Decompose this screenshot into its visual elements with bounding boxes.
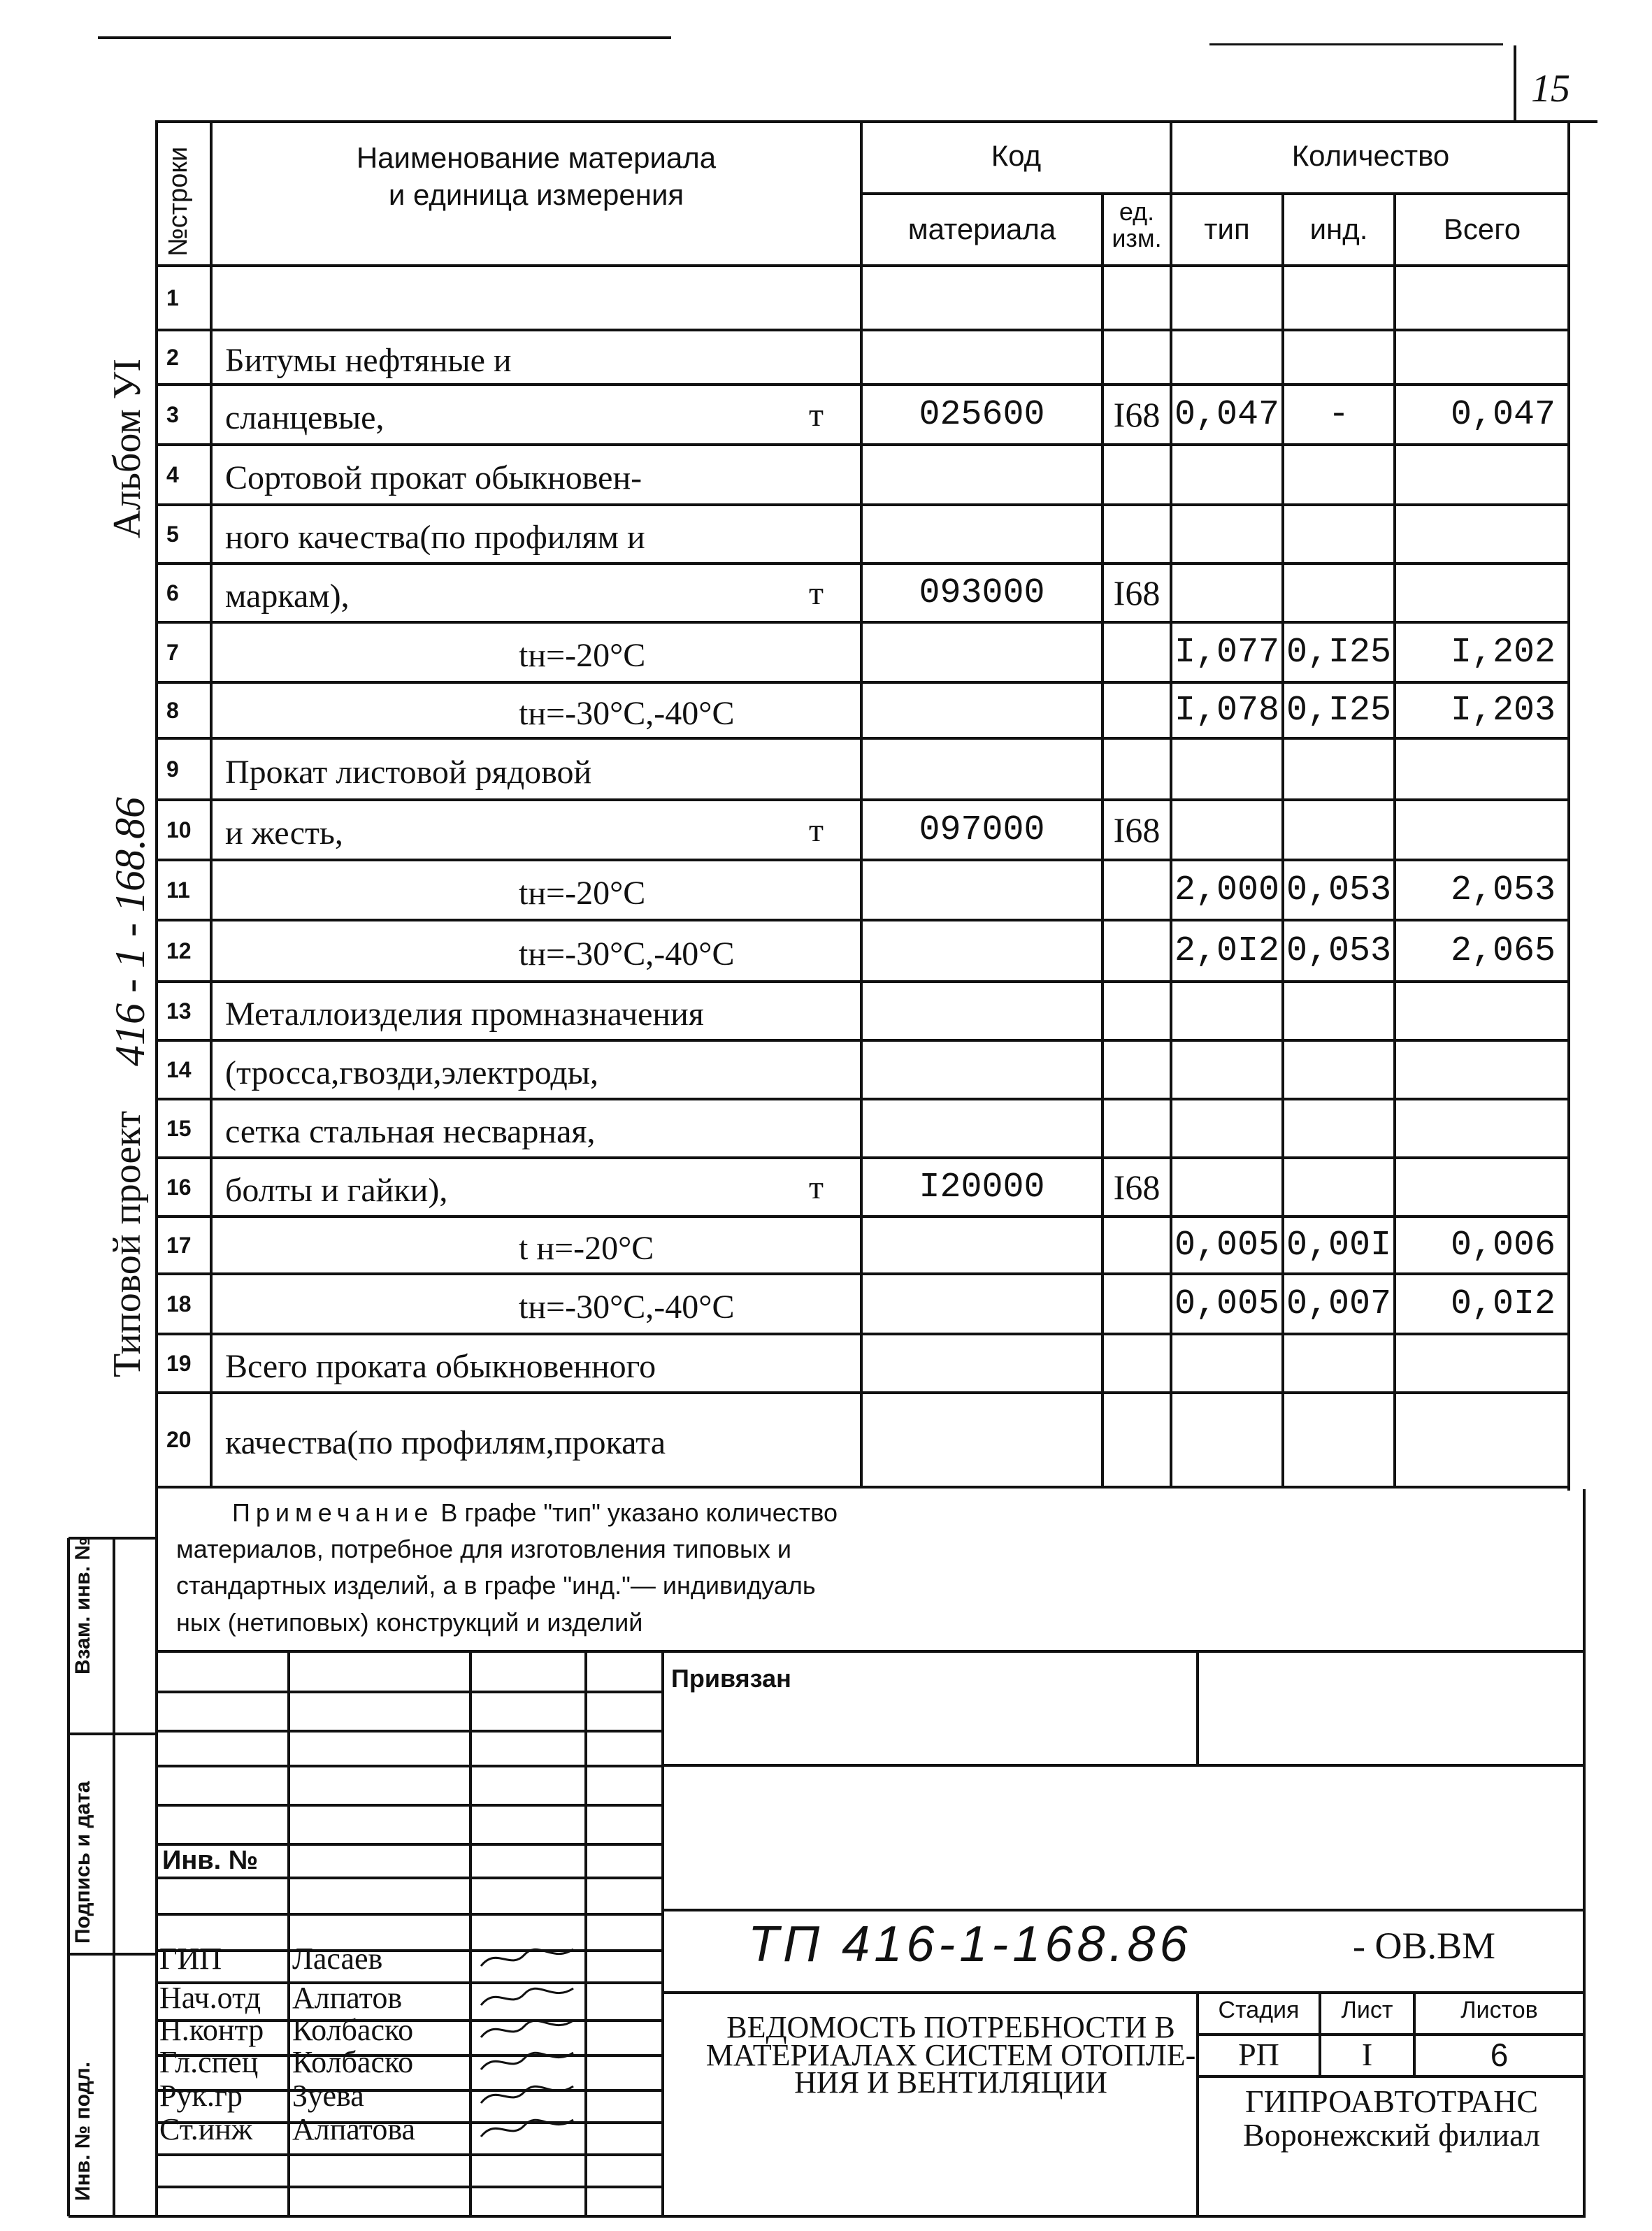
row-code (861, 738, 1102, 800)
row-qty-type: I,078 (1174, 690, 1280, 731)
stamp-person-name: Алпатова (292, 2112, 416, 2146)
row-unit-code (1102, 860, 1171, 920)
row-code (861, 1393, 1102, 1487)
stamp-title (692, 2010, 1209, 2100)
stamp-org-line2: Воронежский филиал (1243, 2117, 1540, 2153)
row-qty-ind (1283, 1334, 1395, 1393)
row-qty-total: 2,065 (1450, 931, 1556, 971)
row-name: tн=-20°С (519, 636, 646, 674)
signature (475, 1981, 580, 2015)
row-code: 025600 (919, 394, 1045, 435)
row-qty-total: 0,0I2 (1450, 1284, 1556, 1324)
row-code (861, 330, 1102, 385)
stamp-person-name: Колбаско (292, 2045, 414, 2079)
row-number: 5 (166, 521, 179, 547)
row-qty-ind: - (1328, 394, 1349, 435)
row-qty-total (1395, 800, 1570, 860)
row-unit-code (1102, 505, 1171, 564)
row-code (861, 445, 1102, 505)
row-qty-total: 0,047 (1450, 394, 1556, 435)
row-qty-total (1395, 505, 1570, 564)
row-code: 097000 (919, 810, 1045, 850)
row-unit-code (1102, 445, 1171, 505)
side-label-album: Альбом УI (106, 358, 149, 538)
stamp-sheets: 6 (1490, 2037, 1509, 2073)
row-qty-total (1395, 982, 1570, 1040)
row-qty-ind (1283, 330, 1395, 385)
row-name: качества(по профилям,проката (225, 1424, 666, 1461)
row-qty-ind: 0,I25 (1286, 690, 1392, 731)
stamp-stage: РП (1238, 2037, 1279, 2072)
row-name: Битумы нефтяные и (225, 341, 512, 379)
row-qty-ind (1283, 1099, 1395, 1158)
row-qty-type: 2,0I2 (1174, 931, 1280, 971)
row-unit-code (1102, 1099, 1171, 1158)
row-qty-type (1171, 266, 1283, 330)
row-number: 3 (166, 401, 179, 427)
row-name: ного качества(по профилям и (225, 518, 645, 556)
row-unit: т (809, 396, 824, 433)
row-unit-code (1102, 1040, 1171, 1099)
header-name (211, 140, 861, 213)
row-qty-total: 0,006 (1450, 1225, 1556, 1265)
signature (475, 2113, 580, 2146)
row-unit-code (1102, 1334, 1171, 1393)
row-qty-ind (1283, 1393, 1395, 1487)
stamp-person-name: Колбаско (292, 2013, 414, 2047)
row-qty-type (1171, 445, 1283, 505)
row-number: 14 (166, 1056, 192, 1082)
row-qty-type (1171, 982, 1283, 1040)
row-number: 13 (166, 998, 192, 1024)
row-unit-code (1102, 1217, 1171, 1274)
row-qty-total: I,202 (1450, 632, 1556, 673)
row-qty-type: I,077 (1174, 632, 1280, 673)
stamp-person-name: Алпатов (292, 1981, 403, 2015)
stamp-side-vzam: Взам. инв. № (71, 1537, 94, 1674)
header-quantity: Количество (1291, 139, 1450, 172)
row-code (861, 622, 1102, 682)
row-qty-ind (1283, 266, 1395, 330)
row-code (861, 1040, 1102, 1099)
row-qty-type (1171, 1158, 1283, 1217)
row-qty-total (1395, 1393, 1570, 1487)
stamp-stage-label: Стадия (1218, 1997, 1300, 2023)
row-unit-code: I68 (1113, 810, 1161, 849)
row-code (861, 982, 1102, 1040)
row-code (861, 1099, 1102, 1158)
row-qty-total (1395, 738, 1570, 800)
row-number: 12 (166, 938, 192, 963)
header-unit-line1: ед. (1119, 197, 1155, 226)
row-code (861, 1334, 1102, 1393)
row-qty-total (1395, 1158, 1570, 1217)
row-unit-code: I68 (1113, 395, 1161, 434)
materials-table (155, 120, 1570, 1491)
row-name: сланцевые, (225, 399, 385, 436)
header-qty-total: Всего (1443, 213, 1521, 245)
row-qty-type: 0,005 (1174, 1284, 1280, 1324)
note-line2: материалов, потребное для изготовления типовых и (176, 1535, 792, 1564)
row-name: tн=-30°С,-40°С (519, 1288, 735, 1326)
stamp-side-podpis: Подпись и дата (71, 1781, 94, 1944)
row-unit: т (809, 811, 824, 849)
row-code: I20000 (919, 1167, 1045, 1207)
header-qty-type: тип (1204, 213, 1250, 245)
row-name: сетка стальная несварная, (225, 1112, 596, 1150)
row-unit-code (1102, 1393, 1171, 1487)
stamp-role: Н.контр (159, 2013, 264, 2047)
stamp-person-name: Зуева (292, 2079, 364, 2113)
row-name: tн=-30°С,-40°С (519, 935, 735, 973)
row-qty-ind: 0,053 (1286, 870, 1392, 910)
stamp-doc-code: ТП 416-1-168.86 (748, 1916, 1192, 1972)
row-qty-type (1171, 1393, 1283, 1487)
row-number: 15 (166, 1115, 192, 1141)
row-unit-code: I68 (1113, 1168, 1161, 1207)
stamp-role: Гл.спец (159, 2045, 259, 2079)
top-border-right (1209, 43, 1503, 45)
header-code-material: материала (907, 213, 1056, 245)
page-number: 15 (1531, 67, 1570, 110)
row-qty-type (1171, 1040, 1283, 1099)
row-name: (тросса,гвозди,электроды, (225, 1054, 598, 1091)
row-qty-ind (1283, 445, 1395, 505)
row-qty-total (1395, 1099, 1570, 1158)
header-code: Код (991, 139, 1042, 172)
stamp-privyazan: Привязан (671, 1664, 791, 1693)
header-name-line2: и единица измерения (388, 178, 684, 211)
row-qty-ind (1283, 738, 1395, 800)
row-name: и жесть, (225, 814, 343, 852)
row-qty-type: 2,000 (1174, 870, 1280, 910)
row-name: t н=-20°С (519, 1229, 654, 1267)
header-qty-ind: инд. (1309, 213, 1368, 245)
note-title: Примечание (232, 1498, 434, 1527)
row-qty-type (1171, 1099, 1283, 1158)
row-number: 20 (166, 1427, 192, 1452)
stamp-title-line1: ВЕДОМОСТЬ ПОТРЕБНОСТИ В (726, 2010, 1175, 2044)
stamp-side-inv: Инв. № подл. (71, 2061, 94, 2201)
row-qty-ind (1283, 800, 1395, 860)
stamp-role: Нач.отд (159, 1981, 261, 2015)
row-qty-type: 0,047 (1174, 394, 1280, 435)
signature (475, 2014, 580, 2047)
note-line3: стандартных изделий, а в графе "инд."— индивидуаль (176, 1571, 816, 1600)
row-qty-type: 0,005 (1174, 1225, 1280, 1265)
row-code (861, 682, 1102, 738)
stamp-org-line1: ГИПРОАВТОТРАНС (1244, 2083, 1539, 2119)
note-line4: ных (нетиповых) конструкций и изделий (176, 1607, 643, 1637)
row-number: 2 (166, 344, 179, 370)
row-unit-code: I68 (1113, 573, 1161, 612)
header-unit (1102, 199, 1171, 252)
row-code (861, 1274, 1102, 1334)
row-qty-ind (1283, 505, 1395, 564)
row-name: Сортовой прокат обыкновен- (225, 459, 642, 496)
stamp-title-line2: МАТЕРИАЛАХ СИСТЕМ ОТОПЛЕ- (705, 2037, 1196, 2072)
row-name: Металлоизделия промназначения (225, 995, 704, 1033)
note-line1: В графе "тип" указано количество (440, 1498, 838, 1527)
row-qty-ind: 0,007 (1286, 1284, 1392, 1324)
stamp-role: Ст.инж (159, 2112, 253, 2146)
row-qty-type (1171, 1334, 1283, 1393)
row-qty-ind (1283, 564, 1395, 622)
row-qty-ind (1283, 1158, 1395, 1217)
row-unit-code (1102, 920, 1171, 982)
row-qty-total (1395, 1040, 1570, 1099)
stamp-person-name: Ласаев (292, 1942, 383, 1976)
row-qty-type (1171, 800, 1283, 860)
row-unit-code (1102, 622, 1171, 682)
row-name: tн=-30°С,-40°С (519, 694, 735, 732)
row-qty-type (1171, 564, 1283, 622)
row-qty-ind (1283, 1040, 1395, 1099)
row-code (861, 1217, 1102, 1274)
stamp-doc-suffix: - ОВ.ВМ (1353, 1925, 1496, 1967)
stamp-sheet: I (1361, 2037, 1373, 2072)
row-unit: т (809, 574, 824, 612)
row-qty-type (1171, 505, 1283, 564)
row-unit-code (1102, 682, 1171, 738)
stamp-inv-no: Инв. № (162, 1846, 259, 1875)
row-number: 11 (166, 877, 190, 903)
row-qty-ind: 0,053 (1286, 931, 1392, 971)
row-qty-ind: 0,I25 (1286, 632, 1392, 673)
row-number: 16 (166, 1174, 192, 1200)
row-name: болты и гайки), (225, 1171, 448, 1209)
row-code: 093000 (919, 573, 1045, 613)
row-number: 4 (166, 461, 179, 487)
row-qty-ind (1283, 982, 1395, 1040)
stamp-sheets-label: Листов (1460, 1997, 1538, 2023)
row-code (861, 505, 1102, 564)
stamp-sheet-label: Лист (1341, 1997, 1393, 2023)
row-name: Прокат листовой рядовой (225, 753, 592, 791)
row-number: 6 (166, 580, 179, 605)
row-name: tн=-20°С (519, 874, 646, 912)
row-number: 18 (166, 1291, 192, 1317)
row-qty-total: 2,053 (1450, 870, 1556, 910)
row-qty-total: I,203 (1450, 690, 1556, 731)
row-name: маркам), (225, 577, 350, 615)
row-qty-total (1395, 1334, 1570, 1393)
signature (475, 1942, 580, 1976)
row-unit-code (1102, 982, 1171, 1040)
row-qty-total (1395, 564, 1570, 622)
signature (475, 2079, 580, 2113)
stamp-title-line3: НИЯ И ВЕНТИЛЯЦИИ (794, 2065, 1107, 2100)
signature (475, 2046, 580, 2079)
header-unit-line2: изм. (1112, 223, 1162, 252)
stamp-role: Рук.гр (159, 2079, 243, 2113)
row-number: 17 (166, 1232, 192, 1258)
top-border-left (98, 36, 671, 39)
row-unit-code (1102, 266, 1171, 330)
row-qty-type (1171, 738, 1283, 800)
stamp-org (1198, 2085, 1586, 2153)
row-unit-code (1102, 1274, 1171, 1334)
stamp-role: ГИП (159, 1942, 222, 1976)
row-number: 8 (166, 697, 179, 723)
side-label-project: Типовой проект (106, 1110, 149, 1377)
row-number: 19 (166, 1350, 192, 1376)
row-unit-code (1102, 738, 1171, 800)
row-code (861, 920, 1102, 982)
row-qty-total (1395, 266, 1570, 330)
row-unit-code (1102, 330, 1171, 385)
row-number: 10 (166, 817, 192, 842)
row-code (861, 266, 1102, 330)
page-number-divider (1514, 45, 1516, 122)
row-code (861, 860, 1102, 920)
row-qty-type (1171, 330, 1283, 385)
row-number: 1 (166, 285, 179, 310)
header-name-line1: Наименование материала (356, 141, 717, 174)
row-number: 9 (166, 756, 179, 782)
row-number: 7 (166, 639, 179, 665)
header-row-number: №строки (164, 146, 193, 257)
row-qty-total (1395, 330, 1570, 385)
row-qty-total (1395, 445, 1570, 505)
row-unit: т (809, 1168, 824, 1206)
row-name: Всего проката обыкновенного (225, 1347, 656, 1385)
side-label-project-code: 416 - 1 - 168.86 (107, 797, 153, 1066)
row-qty-ind: 0,00I (1286, 1225, 1392, 1265)
